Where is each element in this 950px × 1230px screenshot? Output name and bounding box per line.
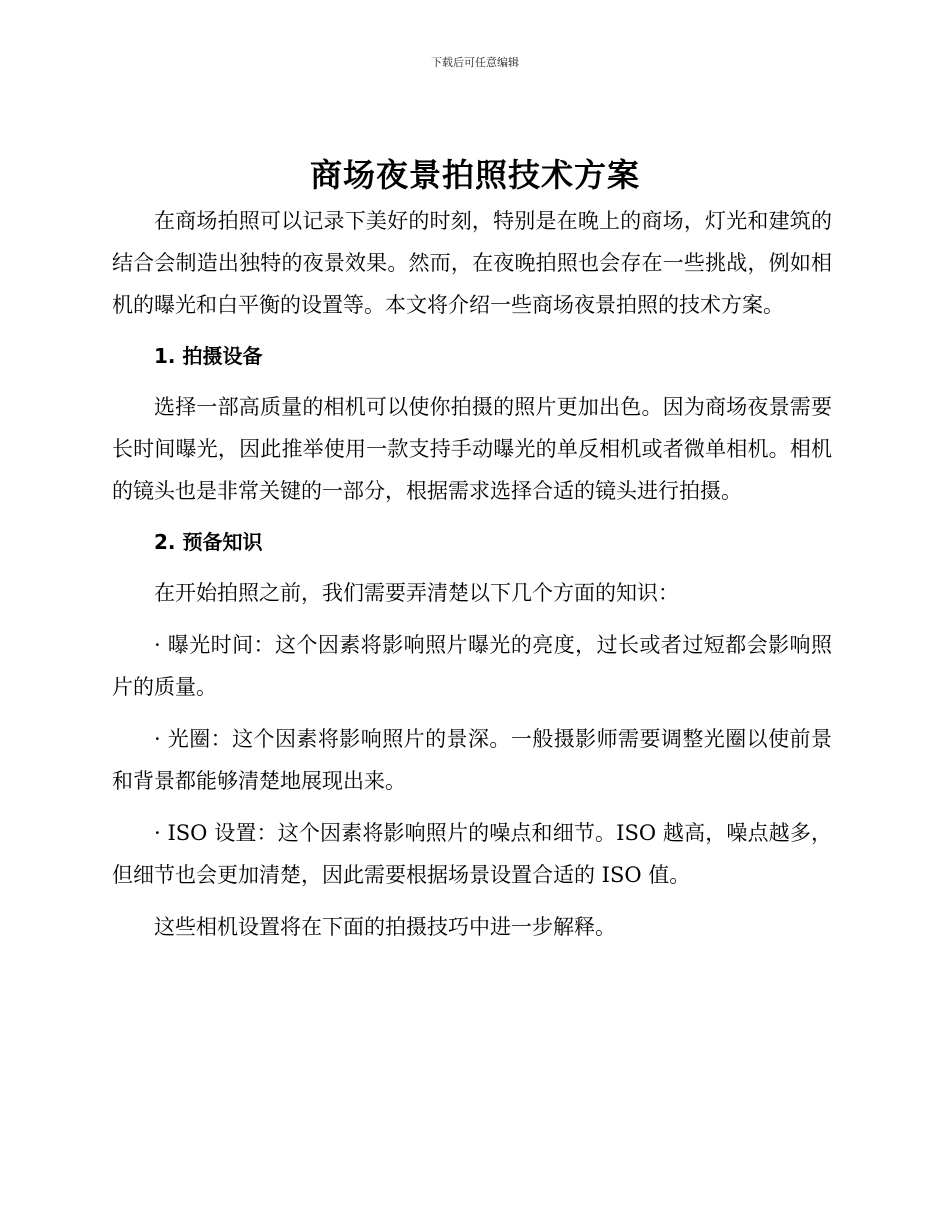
bullet-aperture: · 光圈：这个因素将影响照片的景深。一般摄影师需要调整光圈以使前景和背景都能够清楚地展现出来。: [112, 727, 832, 793]
header-note: 下载后可任意编辑: [431, 56, 519, 69]
bullet-iso: · ISO 设置：这个因素将影响照片的噪点和细节。ISO 越高，噪点越多，但细节也会更加清楚，因此需要根据场景设置合适的 ISO 值。: [112, 821, 832, 887]
bullet-exposure-time: · 曝光时间：这个因素将影响照片曝光的亮度，过长或者过短都会影响照片的质量。: [112, 633, 832, 699]
document-body: [112, 200, 832, 948]
equipment-paragraph: 选择一部高质量的相机可以使你拍摄的照片更加出色。因为商场夜景需要长时间曝光，因此推举使用一款支持手动曝光的单反相机或者微单相机。相机的镜头也是非常关键的一部分，根据需求选择合适的镜头进行拍摄。: [112, 395, 832, 503]
section-heading-equipment: 1. 拍摄设备: [154, 344, 263, 368]
section-heading-knowledge: 2. 预备知识: [154, 530, 263, 554]
closing-paragraph: 这些相机设置将在下面的拍摄技巧中进一步解释。: [154, 915, 616, 939]
knowledge-intro-paragraph: 在开始拍照之前，我们需要弄清楚以下几个方面的知识：: [154, 581, 679, 605]
document-title: 商场夜景拍照技术方案: [309, 156, 640, 194]
intro-paragraph: 在商场拍照可以记录下美好的时刻，特别是在晚上的商场，灯光和建筑的结合会制造出独特的夜景效果。然而，在夜晚拍照也会存在一些挑战，例如相机的曝光和白平衡的设置等。本文将介绍一些商场夜景拍照的技术方案。: [112, 209, 832, 317]
